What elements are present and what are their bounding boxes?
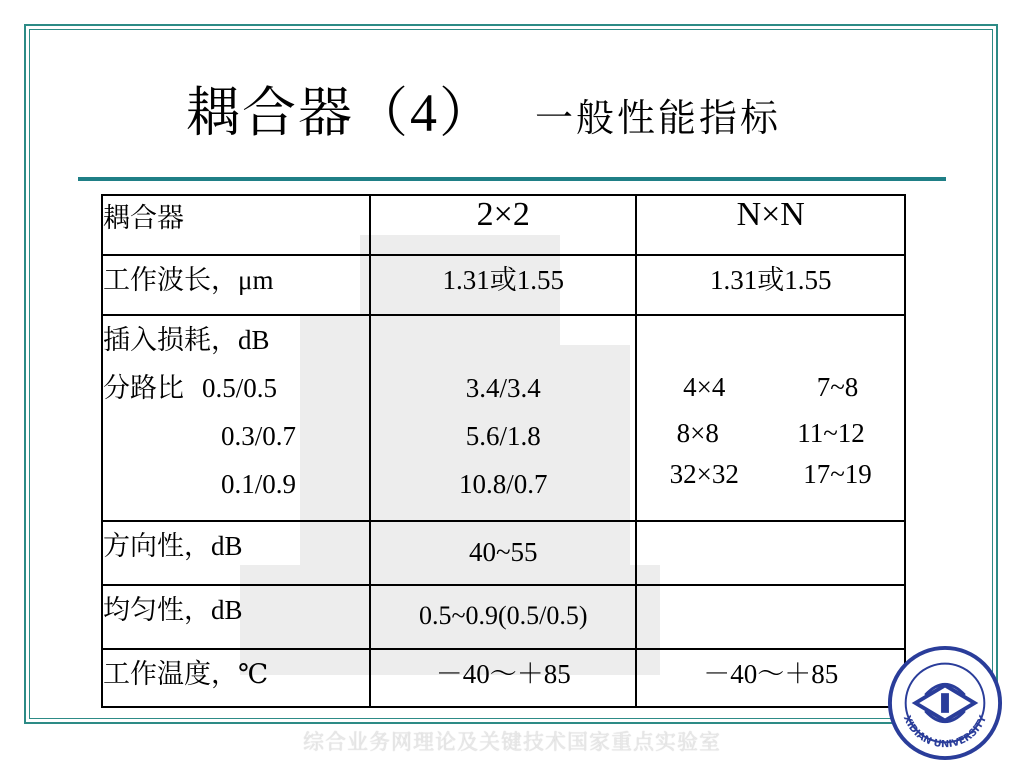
loss-2x2-value: 3.4/3.4 bbox=[465, 373, 541, 403]
temperature-2x2: －40～＋85 bbox=[435, 659, 571, 689]
wavelength-nxn: 1.31或1.55 bbox=[709, 265, 832, 295]
table-row-wavelength bbox=[102, 255, 905, 315]
temperature-nxn: －40～＋85 bbox=[703, 659, 839, 689]
header-label: 耦合器 bbox=[102, 195, 370, 255]
uniformity-2x2: 0.5~0.9(0.5/0.5) bbox=[418, 601, 588, 630]
loss-nxn-row bbox=[637, 410, 904, 456]
title-underline bbox=[78, 177, 946, 181]
ratio-value: 0.5/0.5 bbox=[202, 373, 278, 403]
loss-range: 7~8 bbox=[816, 372, 859, 402]
table-row-insertion-loss bbox=[102, 315, 905, 521]
university-seal-icon bbox=[886, 644, 1004, 762]
table-row-directivity bbox=[102, 521, 905, 585]
wavelength-2x2: 1.31或1.55 bbox=[442, 265, 564, 295]
header-nxn: N×N bbox=[636, 195, 905, 255]
table-row-temperature bbox=[102, 649, 905, 707]
loss-2x2-value: 10.8/0.7 bbox=[458, 469, 548, 499]
slide-title bbox=[186, 70, 781, 150]
footer-watermark-text: 综合业务网理论及关键技术国家重点实验室 bbox=[303, 730, 721, 754]
loss-nxn-row bbox=[637, 456, 904, 492]
uniformity-label: 均匀性，dB bbox=[103, 595, 243, 625]
loss-label: 插入损耗，dB bbox=[103, 325, 270, 355]
performance-table bbox=[101, 194, 906, 708]
ratio-label: 分路比 bbox=[103, 373, 184, 403]
title-main: 耦合器（4） bbox=[186, 83, 495, 143]
ratio-value: 0.3/0.7 bbox=[221, 421, 297, 451]
directivity-label: 方向性，dB bbox=[103, 531, 243, 561]
loss-nxn-row bbox=[637, 364, 904, 410]
loss-range: 11~12 bbox=[797, 418, 865, 448]
loss-2x2-value: 5.6/1.8 bbox=[465, 421, 541, 451]
loss-range: 17~19 bbox=[803, 459, 872, 489]
port-count: 32×32 bbox=[669, 459, 739, 489]
directivity-2x2: 40~55 bbox=[468, 537, 538, 567]
port-count: 4×4 bbox=[683, 372, 726, 402]
svg-text:XIDIAN UNIVERSITY: XIDIAN UNIVERSITY bbox=[900, 714, 990, 751]
table-header-row bbox=[102, 195, 905, 255]
title-subtitle: 一般性能指标 bbox=[535, 96, 782, 140]
temperature-label: 工作温度，℃ bbox=[103, 659, 269, 689]
ratio-value: 0.1/0.9 bbox=[221, 469, 297, 499]
header-2x2: 2×2 bbox=[370, 195, 636, 255]
port-count: 8×8 bbox=[676, 418, 719, 448]
table-row-uniformity bbox=[102, 585, 905, 649]
wavelength-label: 工作波长，μm bbox=[103, 265, 274, 295]
